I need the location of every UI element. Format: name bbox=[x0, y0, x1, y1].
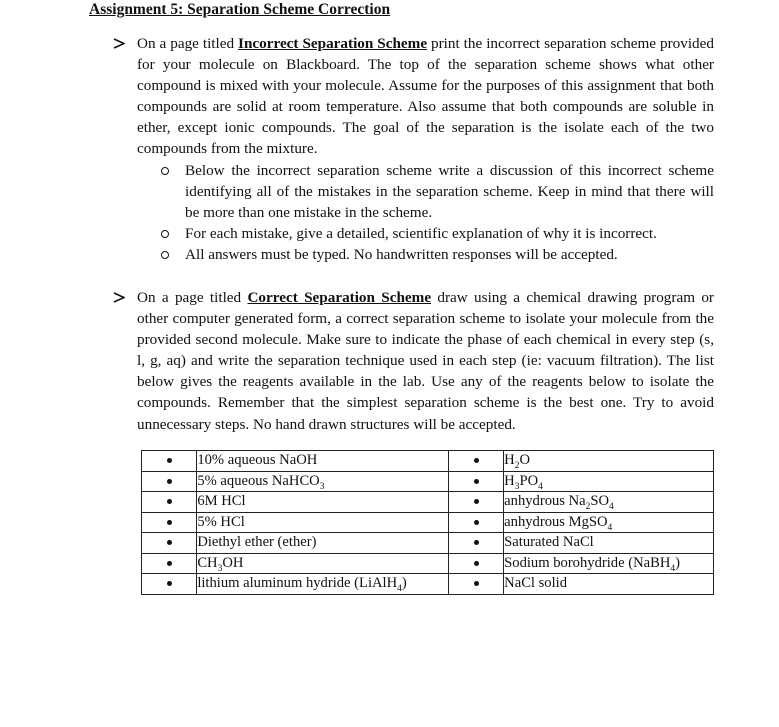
reagents-table bbox=[141, 450, 714, 595]
reagent-row bbox=[142, 471, 714, 492]
sub-item: All answers must be typed. No handwritten responses will be accepted. bbox=[185, 244, 714, 265]
bullet-dot-icon bbox=[142, 471, 197, 492]
reagent-name: anhydrous MgSO$_4$ bbox=[504, 512, 714, 533]
reagent-name: 10% aqueous NaOH bbox=[197, 451, 449, 472]
bullet-dot-icon bbox=[142, 533, 197, 554]
section-incorrect-scheme bbox=[137, 33, 714, 265]
reagent-name: $CH_3OH$ bbox=[197, 553, 449, 574]
bullet-dot-icon bbox=[142, 451, 197, 472]
reagent-row bbox=[142, 492, 714, 513]
bullet-dot-icon bbox=[448, 512, 503, 533]
bullet-dot-icon bbox=[448, 553, 503, 574]
reagent-name: NaCl solid bbox=[504, 574, 714, 595]
reagent-name: $H_2O$ bbox=[504, 451, 714, 472]
bullet-dot-icon bbox=[448, 451, 503, 472]
reagent-name: 6M HCl bbox=[197, 492, 449, 513]
bullet-dot-icon bbox=[448, 574, 503, 595]
section2-paragraph: On a page titled Correct Separation Scheme draw using a chemical drawing program or other computer generated form, a correct separation scheme to isolate your molecule from the provided second molecule. Make sure to indicate the phase of each chemical in every step (s, l, g, aq) and write the separation technique used in each step (ie: vacuum filtration). The list below gives the reagents available in the lab. Use any of the reagents below to isolate the compounds. Remember that the simplest separation scheme is the best one. Try to avoid unnecessary steps. No hand drawn structures will be accepted. bbox=[137, 289, 714, 433]
reagent-name: Sodium borohydride (NaBH$_4$) bbox=[504, 553, 714, 574]
reagent-row bbox=[142, 553, 714, 574]
reagent-name: 5% aqueous NaHCO$_3$ bbox=[197, 471, 449, 492]
reagent-name: Diethyl ether (ether) bbox=[197, 533, 449, 554]
bullet-dot-icon bbox=[142, 574, 197, 595]
correct-scheme-title: Correct Separation Scheme bbox=[247, 289, 432, 306]
circle-bullet-icon bbox=[161, 167, 169, 175]
reagent-row bbox=[142, 574, 714, 595]
reagent-row bbox=[142, 451, 714, 472]
reagent-name: Saturated NaCl bbox=[504, 533, 714, 554]
reagent-name: $H_3PO_4$ bbox=[504, 471, 714, 492]
section-correct-scheme bbox=[137, 287, 714, 435]
bullet-dot-icon bbox=[142, 512, 197, 533]
sub-item: For each mistake, give a detailed, scientific explanation of why it is incorrect. bbox=[185, 223, 714, 244]
sub-item: Below the incorrect separation scheme write a discussion of this incorrect scheme identifying all of the mistakes in the separation scheme. Keep in mind that there will be more than one mistake in the scheme. bbox=[185, 160, 714, 223]
circle-bullet-icon bbox=[161, 251, 169, 259]
bullet-dot-icon bbox=[142, 492, 197, 513]
bullet-dot-icon bbox=[448, 533, 503, 554]
reagent-name: 5% HCl bbox=[197, 512, 449, 533]
bullet-dot-icon bbox=[448, 471, 503, 492]
arrow-bullet-icon bbox=[113, 292, 125, 303]
assignment-heading: Assignment 5: Separation Scheme Correction bbox=[89, 1, 391, 18]
bullet-dot-icon bbox=[142, 553, 197, 574]
reagent-name: anhydrous $Na_2SO_4$ bbox=[504, 492, 714, 513]
arrow-bullet-icon bbox=[113, 38, 125, 49]
section1-paragraph: On a page titled Incorrect Separation Scheme print the incorrect separation scheme provided for your molecule on Blackboard. The top of the separation scheme shows what other compound is mixed with your molecule. Assume for the purposes of this assignment that both compounds are solid at room temperature. Also assume that both compounds are soluble in ether, except ionic compounds. The goal of the separation is the isolate each of the two compounds from the mixture. bbox=[137, 35, 714, 158]
reagent-name: lithium aluminum hydride (LiAlH$_4$) bbox=[197, 574, 449, 595]
bullet-dot-icon bbox=[448, 492, 503, 513]
reagent-row bbox=[142, 512, 714, 533]
circle-bullet-icon bbox=[161, 230, 169, 238]
incorrect-scheme-title: Incorrect Separation Scheme bbox=[238, 35, 428, 52]
reagent-row bbox=[142, 533, 714, 554]
